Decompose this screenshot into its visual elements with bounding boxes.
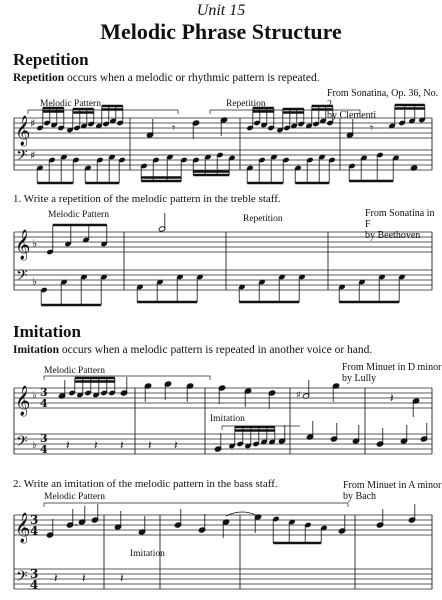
system3-treble-staff	[14, 388, 432, 408]
time-sig-bottom: 4	[30, 578, 39, 592]
rest-icon: 𝄽	[120, 571, 124, 585]
exercise1-instruction: 1. Write a repetition of the melodic pattern in the treble staff.	[13, 193, 281, 205]
bass-clef-icon: 𝄢	[16, 267, 28, 288]
rest-icon: 𝄽	[54, 571, 58, 585]
exercise1-label-pattern: Melodic Pattern	[48, 210, 109, 220]
treble-clef-icon: 𝄞	[15, 230, 31, 260]
sharp-icon: ♯	[30, 149, 36, 162]
rest-icon: 𝄽	[390, 391, 394, 405]
example1-label-repetition: Repetition	[226, 99, 266, 109]
bass-clef-icon: 𝄢	[16, 147, 28, 168]
exercise1-source: From Sonatina in F by Beethoven	[365, 208, 435, 241]
imitation-intro: Imitation occurs when a melodic pattern is repeated in another voice or hand.	[13, 344, 373, 356]
rest-icon: 𝄾	[172, 121, 176, 135]
system4-bass-staff	[14, 569, 432, 589]
time-sig-top: 3	[40, 432, 48, 445]
flat-icon: ♭	[32, 237, 38, 250]
time-sig-top: 3	[30, 513, 39, 527]
bass-clef-icon: 𝄢	[16, 568, 28, 589]
bass-clef-icon: 𝄢	[16, 433, 28, 454]
rest-icon: 𝄽	[174, 438, 178, 452]
rest-icon: 𝄾	[370, 121, 374, 135]
time-sig-bottom: 4	[40, 397, 48, 410]
treble-clef-icon: 𝄞	[15, 116, 31, 146]
treble-clef-icon: 𝄞	[15, 386, 31, 416]
system3-bass-staff	[14, 434, 432, 454]
time-sig-top: 3	[30, 567, 39, 581]
exercise2-instruction: 2. Write an imitation of the melodic pattern in the bass staff.	[13, 478, 278, 490]
example2-source: From Minuet in D minor by Lully	[342, 362, 442, 384]
time-sig-bottom: 4	[30, 524, 39, 538]
system2-bass-staff	[14, 270, 432, 290]
treble-clef-icon: 𝄞	[15, 513, 31, 543]
flat-icon: ♭	[32, 275, 38, 288]
sharp-icon: ♯	[296, 390, 301, 401]
example2-label-imitation: Imitation	[210, 414, 245, 424]
exercise2-label-pattern: Melodic Pattern	[44, 492, 105, 502]
imitation-heading: Imitation	[13, 322, 81, 341]
time-sig-top: 3	[40, 386, 48, 399]
repetition-heading: Repetition	[13, 50, 89, 69]
time-sig-bottom: 4	[40, 443, 48, 456]
flat-icon: ♭	[32, 440, 37, 451]
example1-label-pattern: Melodic Pattern	[40, 99, 101, 109]
rest-icon: 𝄽	[94, 438, 98, 452]
rest-icon: 𝄽	[82, 571, 86, 585]
example1-source: From Sonatina, Op. 36, No. 2 by Clementi	[327, 88, 439, 121]
rest-icon: 𝄽	[66, 438, 70, 452]
exercise2-source: From Minuet in A minor by Bach	[343, 480, 442, 502]
repetition-intro: Repetition occurs when a melodic or rhythmic pattern is repeated.	[13, 72, 320, 84]
flat-icon: ♭	[32, 390, 37, 401]
sharp-icon: ♯	[30, 117, 36, 130]
rest-icon: 𝄽	[148, 438, 152, 452]
unit-label: Unit 15	[196, 2, 246, 19]
example2-label-pattern: Melodic Pattern	[44, 366, 105, 376]
page-title: Melodic Phrase Structure	[100, 19, 342, 44]
exercise2-label-imitation: Imitation	[130, 549, 165, 559]
exercise1-label-repetition: Repetition	[243, 214, 283, 224]
rest-icon: 𝄽	[120, 438, 124, 452]
